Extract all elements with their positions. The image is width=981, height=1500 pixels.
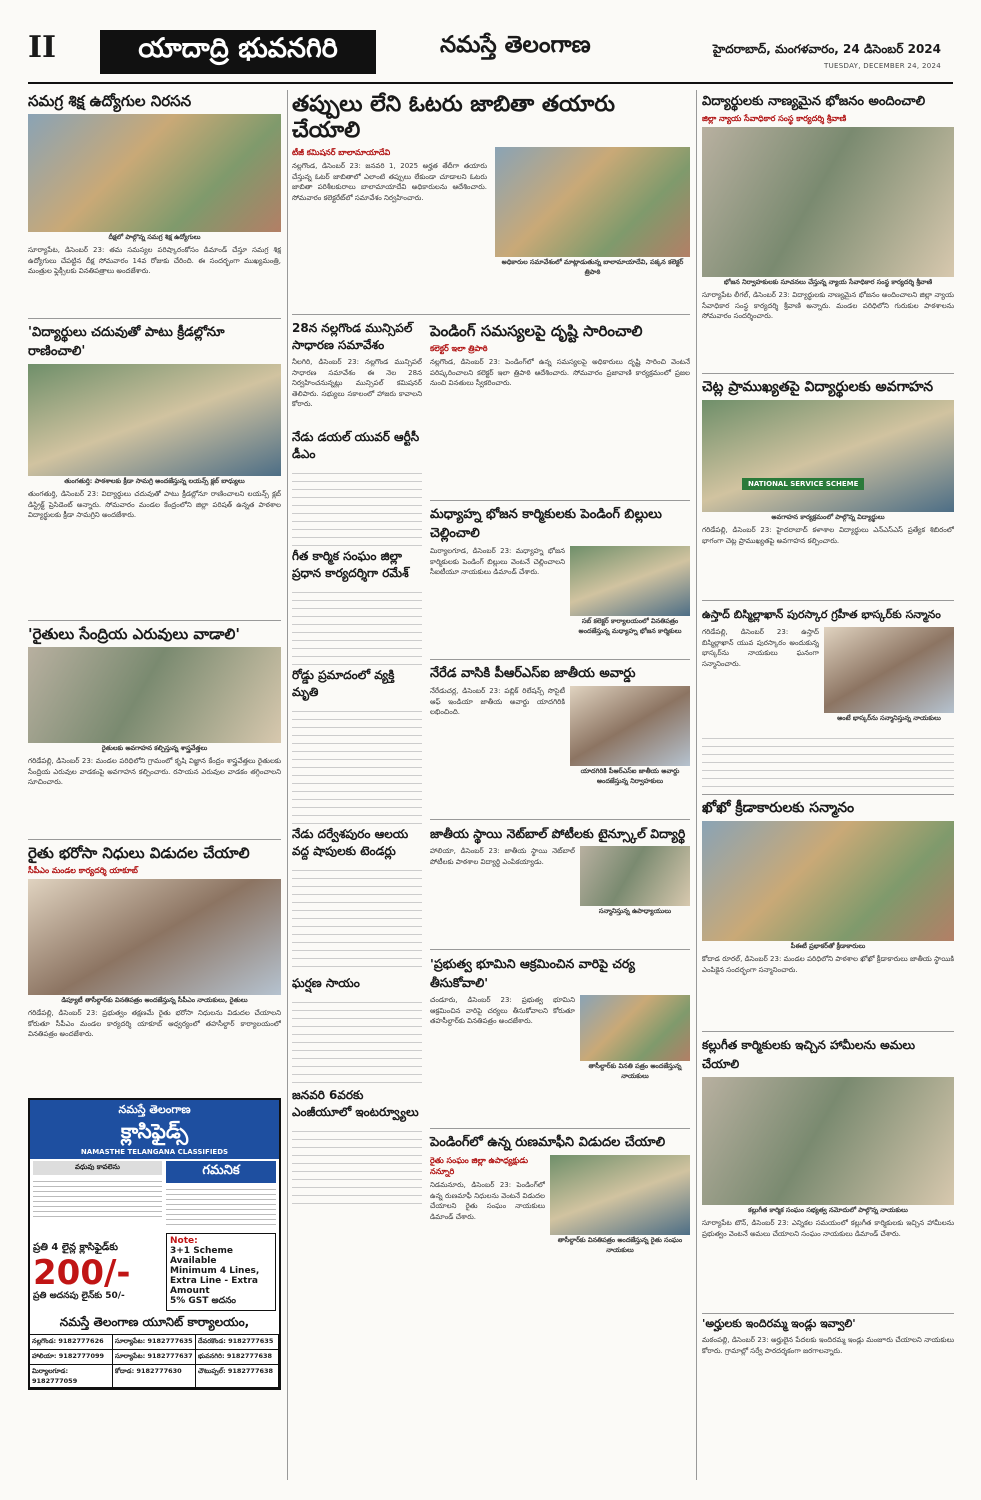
separator <box>28 318 281 319</box>
left-column <box>28 88 281 1390</box>
article-text-block <box>292 466 422 546</box>
article-text: నల్లగొండ, డిసెంబర్ 23: పెండింగ్‌లో ఉన్న సమస్యలపై అధికారులు దృష్టి సారించి వెంటనే పరిష్కరించాలని కలెక్టర్ ఇలా త్రిపాఠి ఆదేశించారు. సోమవారం ప్రజావాణి కార్యక్రమంలో ప్రజల నుంచి వినతులు స్వీకరించారు. <box>430 358 690 388</box>
article-text: నేరేడుచర్ల, డిసెంబర్ 23: పబ్లిక్ రిలేషన్స్ సొసైటీ ఆఫ్ ఇండియా జాతీయ అవార్డు యాదగిరికి లభించింది. <box>430 687 565 717</box>
news-photo <box>570 546 690 616</box>
news-photo <box>28 114 281 232</box>
byline: జిల్లా న్యాయ సేవాధికార సంస్థ కార్యదర్శి శ్రీవాణి <box>702 114 847 123</box>
article-text: తుంగతుర్తి, డిసెంబర్ 23: విద్యార్థులు చదువుతో పాటు క్రీడల్లోనూ రాణించాలని లయన్స్ క్లబ్ డిస్ట్రిక్ట్ ప్రెసిడెంట్ అన్నారు. సోమవారం మండల కేంద్రంలోని జిల్లా పరిషత్ ఉన్నత పాఠశాల విద్యార్థులకు క్రీడా సామగ్రిని అందజేశారు. <box>28 490 281 520</box>
ad-text-block <box>33 1177 162 1221</box>
note-line: 5% GST అదనం <box>170 1296 236 1306</box>
article-text: మిర్యాలగూడ, డిసెంబర్ 23: మధ్యాహ్న భోజన కార్మికులకు పెండింగ్ బిల్లులు వెంటనే చెల్లించాలని సీఐటీయూ నాయకులు డిమాండ్ చేశారు. <box>430 547 565 577</box>
news-photo <box>702 400 954 512</box>
headline: సమగ్ర శిక్ష ఉద్యోగుల నిరసన <box>28 92 192 110</box>
headline: పెండింగ్ సమస్యలపై దృష్టి సారించాలి <box>430 322 643 340</box>
date-telugu: హైదరాబాద్, మంగళవారం, 24 డిసెంబర్ 2024 <box>712 42 941 56</box>
article-text: నల్లగొండ, డిసెంబర్ 23: జనవరి 1, 2025 అర్హత తేదీగా తయారు చేస్తున్న ఓటర్ జాబితాలో ఎలాంటి తప్పులు లేకుండా చూడాలని ఓటరు జాబితా పరిశీలకురాలు బాలామాయాదేవి అధికారులను ఆదేశించారు. సోమవారం కలెక్టరేట్‌లో సమావేశం నిర్వహించారు. <box>292 162 487 202</box>
headline: ఉస్తాద్ బిస్మిల్లాఖాన్ పురస్కార గ్రహీత భాస్కర్‌కు సన్మానం <box>702 608 941 621</box>
photo-caption: దీక్షలో పాల్గొన్న సమగ్ర శిక్ష ఉద్యోగులు <box>108 233 201 241</box>
paper-title: నమస్తే తెలంగాణ <box>440 32 591 58</box>
article-text: గరిడేపల్లి, డిసెంబర్ 23: ఉస్తాద్ బిస్మిల్లాఖాన్ యువ పురస్కారం అందుకున్న భాస్కర్‌ను నాయకులు ఘనంగా సన్మానించారు. <box>702 628 819 668</box>
separator <box>702 1313 954 1314</box>
byline: రైతు సంఘం జిల్లా ఉపాధ్యక్షుడు నన్నూరి <box>430 1156 529 1176</box>
article-text: కోదాడ రూరల్, డిసెంబర్ 23: మండల పరిధిలోని పాఠశాల ఖోఖో క్రీడాకారులు జాతీయ స్థాయికి ఎంపికైన సందర్భంగా సన్మానించారు. <box>702 955 954 974</box>
article-text-block <box>702 731 954 791</box>
ad-title: నమస్తే తెలంగాణ <box>118 1103 191 1116</box>
photo-caption: పీఈటీ ప్రభాకర్‌తో క్రీడాకారులు <box>790 942 866 950</box>
separator <box>28 839 281 840</box>
photo-caption: యాదగిరికి పీఆర్ఎస్ఐ జాతీయ అవార్డు అందజేస్తున్న నిర్వాహకులు <box>580 767 680 785</box>
news-photo <box>580 995 690 1061</box>
ad-contacts <box>30 1334 279 1388</box>
note-line: Extra Line - Extra Amount <box>170 1276 259 1296</box>
note-line: Minimum 4 Lines, <box>170 1266 260 1276</box>
article-text-block <box>292 585 422 665</box>
article-text-block <box>292 995 422 1085</box>
news-photo <box>702 127 954 277</box>
middle-column <box>292 88 690 1310</box>
note-title: Note: <box>170 1236 198 1246</box>
header-rule <box>28 82 953 84</box>
brief-headline: గీత కార్మిక సంఘం జిల్లా ప్రధాన కార్యదర్శిగా రమేశ్ <box>292 549 409 580</box>
headline: విద్యార్థులకు నాణ్యమైన భోజనం అందించాలి <box>702 94 926 109</box>
ad-section: వధువు కావలెను <box>33 1161 162 1175</box>
separator <box>430 1128 690 1129</box>
ad-header <box>30 1100 279 1159</box>
article-text: గరిడేపల్లి, డిసెంబర్ 23: హైదరాబాద్ కళాశాల విద్యార్థులు ఎన్ఎస్ఎస్ ప్రత్యేక శిబిరంలో భాగంగా చెట్ల ప్రాముఖ్యతపై అవగాహన కల్పించారు. <box>702 526 954 545</box>
headline: జాతీయ స్థాయి నెట్‌బాల్ పోటీలకు టైన్స్కూల్ విద్యార్థి <box>430 826 686 841</box>
separator <box>430 659 690 660</box>
headline: నేరేడ వాసికి పీఆర్ఎస్ఐ జాతీయ అవార్డు <box>430 666 636 681</box>
masthead <box>0 0 981 82</box>
photo-caption: అంటే భాస్కర్‌ను సన్మానిస్తున్న నాయకులు <box>837 714 941 722</box>
photo-caption: తాసీల్దార్‌కు వినతి పత్రం అందజేస్తున్న నాయకులు <box>588 1062 682 1080</box>
date-english: TUESDAY, DECEMBER 24, 2024 <box>824 62 941 70</box>
photo-caption: అధికారుల సమావేశంలో మాట్లాడుతున్న బాలామాయాదేవి, పక్కన కలెక్టర్ త్రిపాఠి <box>501 258 684 276</box>
separator <box>292 314 690 315</box>
photo-caption: అవగాహన కార్యక్రమంలో పాల్గొన్న విద్యార్థులు <box>771 513 885 521</box>
separator <box>430 500 690 501</box>
byline: సీపీఎం మండల కార్యదర్శి యాకూబ్ <box>28 866 138 875</box>
news-photo <box>550 1155 690 1235</box>
headline: పెండింగ్‌లో ఉన్న రుణమాఫీని విడుదల చేయాలి <box>430 1135 666 1150</box>
headline: రైతు భరోసా నిధులు విడుదల చేయాలి <box>28 844 250 862</box>
ad-brand: NAMASTHE TELANGANA CLASSIFIEDS <box>80 1148 229 1156</box>
separator <box>28 620 281 621</box>
brief-headline: నేడు డయల్ యువర్ ఆర్టీసీ డీఎం <box>292 430 420 461</box>
article-text-block <box>292 704 422 824</box>
article-text: సూర్యాపేట టౌన్, డిసెంబర్ 23: ఎన్నికల సమయంలో కల్లుగీత కార్మికులకు ఇచ్చిన హామీలను ప్రభుత్వం వెంటనే అమలు చేయాలని సంఘం నాయకులు డిమాండ్ చేశారు. <box>702 1219 954 1238</box>
separator <box>430 819 690 820</box>
ad-body <box>30 1159 279 1231</box>
article-text: సూర్యాపేట, డిసెంబర్ 23: తమ సమస్యల పరిష్కారంకోసం డిమాండ్ చేస్తూ సమగ్ర శిక్ష ఉద్యోగులు చేపట్టిన దీక్ష సోమవారం 14వ రోజుకు చేరింది. ఈ సందర్భంగా ముఖ్యమంత్రి, మంత్రుల ఫ్లెక్సీలకు వినతిపత్రాలు అందజేశారు. <box>28 246 281 276</box>
ad-price: 200/- <box>33 1253 131 1293</box>
ad-extra: ప్రతి అదనపు లైన్‌కు 50/- <box>33 1291 125 1301</box>
contact-cell: నల్లగొండ: 9182777626 <box>30 1335 113 1350</box>
brief-headline: 28న నల్లగొండ మున్సిపల్ సాధారణ సమావేశం <box>292 321 413 352</box>
article-text: సూర్యాపేట లీగల్, డిసెంబర్ 23: విద్యార్థులకు నాణ్యమైన భోజనం అందించాలని జిల్లా న్యాయ సేవాధికార సంస్థ కార్యదర్శి శ్రీవాణి అన్నారు. మండల పరిధిలోని గురుకుల పాఠశాలను సోమవారం సందర్శించారు. <box>702 291 954 321</box>
headline: కల్లుగీత కార్మికులకు ఇచ్చిన హామీలను అమలు చేయాలి <box>702 1038 916 1071</box>
article-text-block <box>292 863 422 973</box>
photo-caption: సన్మానిస్తున్న ఉపాధ్యాయులు <box>598 907 672 915</box>
contact-cell: హాలియా: 9182777099 <box>30 1350 113 1365</box>
column-divider <box>287 90 288 1480</box>
mid-briefs <box>292 318 690 1310</box>
headline: 'రైతులు సేంద్రియ ఎరువులు వాడాలి' <box>28 625 241 643</box>
photo-caption: కల్లుగీత కార్మిక సంఘం సభ్యత్వ నమోదులో పాల్గొన్న నాయకులు <box>748 1206 908 1214</box>
photo-caption: సబ్ కలెక్టర్ కార్యాలయంలో వినతిపత్రం అందజేస్తున్న మధ్యాహ్న భోజన కార్మికులు <box>578 617 682 635</box>
ad-note <box>166 1233 276 1311</box>
news-photo <box>702 1077 954 1205</box>
ad-notice-label: గమనిక <box>166 1161 276 1183</box>
contact-cell: కోదాడ: 9182777630 <box>113 1365 196 1388</box>
photo-caption: డిప్యూటీ తాసీల్దార్‌కు వినతిపత్రం అందజేస్తున్న సీపీఎం నాయకులు, రైతులు <box>61 996 248 1004</box>
brief-headline: ఘర్షణ సాయం <box>292 976 360 990</box>
right-column <box>702 88 954 1415</box>
contact-cell: సూర్యాపేట: 9182777637 <box>113 1350 196 1365</box>
contact-cell: చౌటుప్పల్: 9182777638 <box>196 1365 279 1388</box>
article-text: మఠంపల్లి, డిసెంబర్ 23: అర్హులైన పేదలకు ఇందిరమ్మ ఇండ్లు మంజూరు చేయాలని నాయకులు కోరారు. గ్రామాల్లో సర్వే పారదర్శకంగా జరగాలన్నారు. <box>702 1336 954 1355</box>
article-text: గరిడేపల్లి, డిసెంబర్ 23: ప్రభుత్వం తక్షణమే రైతు భరోసా నిధులను విడుదల చేయాలని కోరుతూ సీపీఎం మండల కార్యదర్శి యాకూబ్ ఆధ్వర్యంలో తహసీల్దార్ కార్యాలయంలో వినతిపత్రం అందజేశారు. <box>28 1009 281 1039</box>
district-name-bar: యాదాద్రి భువనగిరి <box>100 30 376 74</box>
headline: 'విద్యార్థులు చదువుతో పాటు క్రీడల్లోనూ రాణించాలి' <box>28 325 225 359</box>
article-text: హాలియా, డిసెంబర్ 23: జాతీయ స్థాయి నెట్‌బాల్ పోటీలకు పాఠశాల విద్యార్థి ఎంపికయ్యాడు. <box>430 847 575 866</box>
separator <box>430 949 690 950</box>
ad-office: నమస్తే తెలంగాణ యూనిట్ కార్యాలయం, <box>59 1315 250 1329</box>
article-text: చండూరు, డిసెంబర్ 23: ప్రభుత్వ భూమిని ఆక్రమించిన వారిపై చర్యలు తీసుకోవాలని కోరుతూ తహసీల్దార్‌కు వినతిపత్రం అందజేశారు. <box>430 996 575 1026</box>
separator <box>702 1031 954 1032</box>
brief-headline: నేడు దర్వేశపురం ఆలయ వద్ద షాపులకు టెండర్లు <box>292 827 409 858</box>
headline: ఖోఖో క్రీడాకారులకు సన్మానం <box>702 800 855 816</box>
lead-story <box>292 147 690 311</box>
news-photo <box>824 627 954 713</box>
separator <box>702 794 954 795</box>
contact-cell: సూర్యాపేట: 9182777635 <box>113 1335 196 1350</box>
headline: చెట్ల ప్రాముఖ్యతపై విద్యార్థులకు అవగాహన <box>702 379 934 395</box>
photo-caption: రైతులకు అవగాహన కల్పిస్తున్న శాస్త్రవేత్తలు <box>101 744 208 752</box>
contact-cell: భువనగిరి: 9182777638 <box>196 1350 279 1365</box>
byline: టీజీ కమిషనర్ బాలామాయాదేవి <box>292 148 391 157</box>
headline: మధ్యాహ్న భోజన కార్మికులకు పెండింగ్ బిల్లులు చెల్లించాలి <box>430 507 662 541</box>
photo-caption: తుంగతుర్తి: పాఠశాలకు క్రీడా సామగ్రి అందజేస్తున్న లయన్స్ క్లబ్ బాధ్యులు <box>64 477 245 485</box>
lead-headline: తప్పులు లేని ఓటరు జాబితా తయారు చేయాలి <box>292 92 616 143</box>
separator <box>702 600 954 601</box>
news-photo <box>28 647 281 743</box>
byline: కలెక్టర్ ఇలా త్రిపాఠి <box>430 344 488 353</box>
news-photo <box>702 821 954 941</box>
article-text: నిడమనూరు, డిసెంబర్ 23: పెండింగ్‌లో ఉన్న రుణమాఫీ నిధులను వెంటనే విడుదల చేయాలని రైతు సంఘం నాయకులు డిమాండ్ చేశారు. <box>430 1181 545 1221</box>
headline: 'ప్రభుత్వ భూమిని ఆక్రమించిన వారిపై చర్య తీసుకోవాలి' <box>430 956 635 990</box>
ad-offer: ప్రతి 4 లైన్ల క్లాసిఫైడ్‌కు <box>33 1242 119 1253</box>
photo-caption: భోజన నిర్వాహకులకు సూచనలు చేస్తున్న న్యాయ సేవాధికార సంస్థ కార్యదర్శి శ్రీవాణి <box>723 278 933 286</box>
news-photo <box>580 846 690 906</box>
article-text-block <box>292 1124 422 1204</box>
news-photo <box>28 364 281 476</box>
brief-headline: రోడ్డు ప్రమాదంలో వ్యక్తి మృతి <box>292 668 395 699</box>
column-divider <box>696 90 697 1480</box>
ad-text-block <box>166 1185 276 1229</box>
article-text: గరిడేపల్లి, డిసెంబర్ 23: మండల పరిధిలోని గ్రామంలో కృషి విజ్ఞాన కేంద్రం శాస్త్రవేత్తలు రైతులకు సేంద్రియ ఎరువుల వాడకంపై అవగాహన కల్పించారు. రసాయన ఎరువుల వాడకం తగ్గించాలని సూచించారు. <box>28 757 281 787</box>
nss-banner: NATIONAL SERVICE SCHEME <box>742 478 864 490</box>
ad-subtitle: క్లాసిఫైడ్స్ <box>120 1119 189 1143</box>
classifieds-ad <box>28 1098 281 1390</box>
ad-price-row <box>30 1231 279 1313</box>
contact-cell: మిర్యాలగూడ: 9182777059 <box>30 1365 113 1388</box>
news-photo <box>495 147 690 257</box>
page-number: II <box>28 30 57 65</box>
note-line: 3+1 Scheme Available <box>170 1246 234 1266</box>
headline: 'అర్హులకు ఇందిరమ్మ ఇండ్లు ఇవ్వాలి' <box>702 1317 856 1330</box>
article-text: నీలగిరి, డిసెంబర్ 23: నల్లగొండ మున్సిపల్ సాధారణ సమావేశం ఈ నెల 28న నిర్వహించనున్నట్లు మున్సిపల్ కమిషనర్ తెలిపారు. సభ్యులు సకాలంలో హాజరు కావాలని కోరారు. <box>292 358 422 409</box>
news-photo <box>570 686 690 766</box>
contact-cell: దేవరకొండ: 9182777635 <box>196 1335 279 1350</box>
separator <box>702 373 954 374</box>
photo-caption: తాసీల్దార్‌కు వినతిపత్రం అందజేస్తున్న రైతు సంఘం నాయకులు <box>557 1236 683 1254</box>
brief-headline: జనవరి 6వరకు ఎంజీయూలో ఇంటర్వ్యూలు <box>292 1088 419 1119</box>
news-photo <box>28 879 281 995</box>
